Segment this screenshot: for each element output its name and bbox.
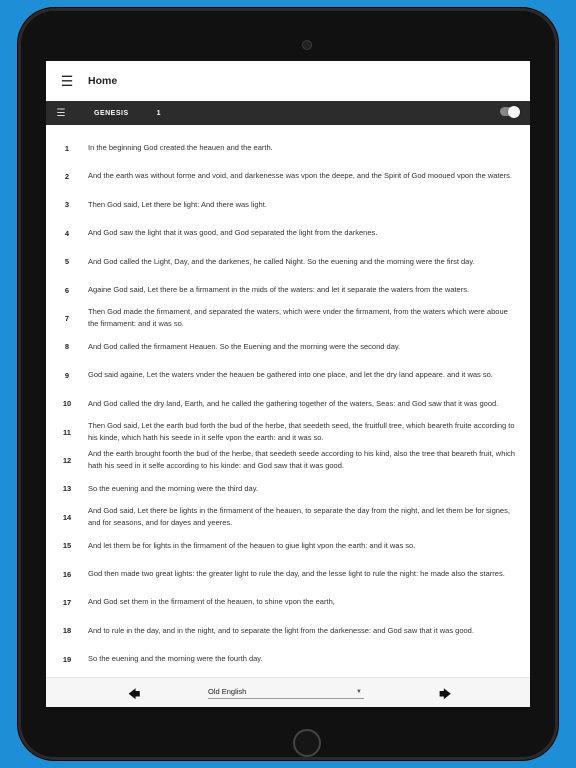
verse-text: God then made two great lights: the greater light to rule the day, and the lesse light to rule the night: he made also the starres. <box>88 569 505 578</box>
verse-row[interactable] <box>46 419 530 445</box>
verse-text: And let them be for lights in the firmament of the heauen to giue light vpon the earth: and it was so. <box>88 540 416 550</box>
version-select[interactable] <box>208 687 364 699</box>
verse-row[interactable] <box>46 391 530 417</box>
verse-text: And God said, Let there be lights in the firmament of the heauen, to separate the day from the night, and let them be for signes, and for seasons, and for dayes and yeeres. <box>88 506 510 528</box>
verse-text: God said againe, Let the waters vnder the heauen be gathered into one place, and let the dry land appeare. and it was so. <box>88 370 493 380</box>
verse-number: 16 <box>62 569 72 579</box>
verse-number: 7 <box>64 313 70 323</box>
verse-text: And the earth was without forme and void, and darkenesse was vpon the deepe, and the Spirit of God mooued vpon the waters. <box>88 171 513 181</box>
verse-text: And God called the Light, Day, and the darkenes, he called Night. So the euening and the morning were the first day. <box>88 256 475 266</box>
toggle-knob <box>508 106 520 118</box>
verse-number: 3 <box>64 200 70 210</box>
camera-dot <box>302 40 312 50</box>
verse-text: In the beginning God created the heauen and the earth. <box>88 143 273 152</box>
verse-number: 11 <box>63 427 71 437</box>
verse-row[interactable] <box>46 135 530 161</box>
verse-row[interactable] <box>46 277 530 303</box>
arrow-left-icon[interactable]: 🡄 <box>128 687 141 701</box>
bottom-navigation <box>46 677 530 707</box>
verse-number: 12 <box>62 455 72 465</box>
verse-number: 18 <box>62 626 72 636</box>
book-selector[interactable]: GENESIS <box>94 109 129 117</box>
verse-row[interactable] <box>46 334 530 360</box>
verse-text: Then God said, Let the earth bud forth the bud of the herbe, that seedeth seed, the fruitfull tree, which beareth fruite according to his kinde, which hath his seede in it selfe vpon the earth: and it was so. <box>88 421 515 442</box>
verse-row[interactable] <box>46 646 530 672</box>
verse-row[interactable] <box>46 249 530 275</box>
verse-text: So the euening and the morning were the third day. <box>88 483 258 493</box>
verse-text: Againe God said, Let there be a firmament in the mids of the waters: and let it separate the waters from the waters. <box>88 285 470 294</box>
verse-number: 17 <box>62 597 72 607</box>
verse-number: 13 <box>62 484 72 494</box>
chapter-menu-icon[interactable]: ☰ <box>56 107 66 119</box>
verse-text: So the euening and the morning were the fourth day. <box>88 654 263 664</box>
verse-number: 19 <box>62 654 72 664</box>
verse-number: 4 <box>64 228 70 238</box>
mode-toggle[interactable] <box>500 107 518 116</box>
verse-text: Then God made the firmament, and separated the waters, which were vnder the firmament, from the waters which were aboue the firmament: and it was so. <box>88 307 508 329</box>
verse-number: 14 <box>62 512 72 522</box>
verse-row[interactable] <box>46 504 530 530</box>
verse-text: And God called the firmament Heauen. So the Euening and the morning were the second day. <box>88 341 401 351</box>
verse-number: 10 <box>62 399 72 409</box>
version-selected-label: Old English <box>208 687 247 696</box>
verse-row[interactable] <box>46 305 530 331</box>
verse-row[interactable] <box>46 220 530 246</box>
verse-row[interactable] <box>46 476 530 502</box>
verse-number: 5 <box>64 257 70 267</box>
verse-number: 9 <box>64 370 70 380</box>
verse-number: 6 <box>64 285 70 295</box>
verse-row[interactable] <box>46 192 530 218</box>
verse-row[interactable] <box>46 589 530 615</box>
verse-row[interactable] <box>46 561 530 587</box>
verse-row[interactable] <box>46 533 530 559</box>
app-screen <box>46 61 530 707</box>
verse-text: Then God said, Let there be light: And there was light. <box>88 199 267 209</box>
verse-text: And God saw the light that it was good, and God separated the light from the darkenes. <box>88 228 378 238</box>
hamburger-menu-icon[interactable]: ☰ <box>60 72 74 89</box>
verse-text: And God called the dry land, Earth, and he called the gathering together of the waters, Seas: and God saw that it was good. <box>88 398 499 408</box>
home-button[interactable] <box>293 729 321 757</box>
chapter-selector[interactable]: 1 <box>156 109 161 117</box>
verse-number: 1 <box>64 143 70 153</box>
arrow-right-icon[interactable]: 🡆 <box>439 687 452 701</box>
verse-text: And God set them in the firmament of the heauen, to shine vpon the earth, <box>88 597 335 607</box>
caret-down-icon: ▼ <box>356 689 362 695</box>
verse-number: 8 <box>64 342 70 352</box>
verse-text: And to rule in the day, and in the night, and to separate the light from the darkenesse: and God saw that it was good. <box>88 625 474 635</box>
verse-row[interactable] <box>46 163 530 189</box>
verse-number: 15 <box>62 541 72 551</box>
verse-row[interactable] <box>46 447 530 473</box>
verse-number: 2 <box>64 171 70 181</box>
verse-text: And the earth brought foorth the bud of the herbe, that seedeth seede according to his kind, also the tree that beareth fruit, which hath his seed in it selfe according to his kinde: and God saw that it was good. <box>88 449 515 471</box>
verse-row[interactable] <box>46 362 530 388</box>
verse-row[interactable] <box>46 618 530 644</box>
book-toolbar <box>46 101 530 125</box>
page-title: Home <box>88 75 118 87</box>
app-bar <box>46 61 530 101</box>
